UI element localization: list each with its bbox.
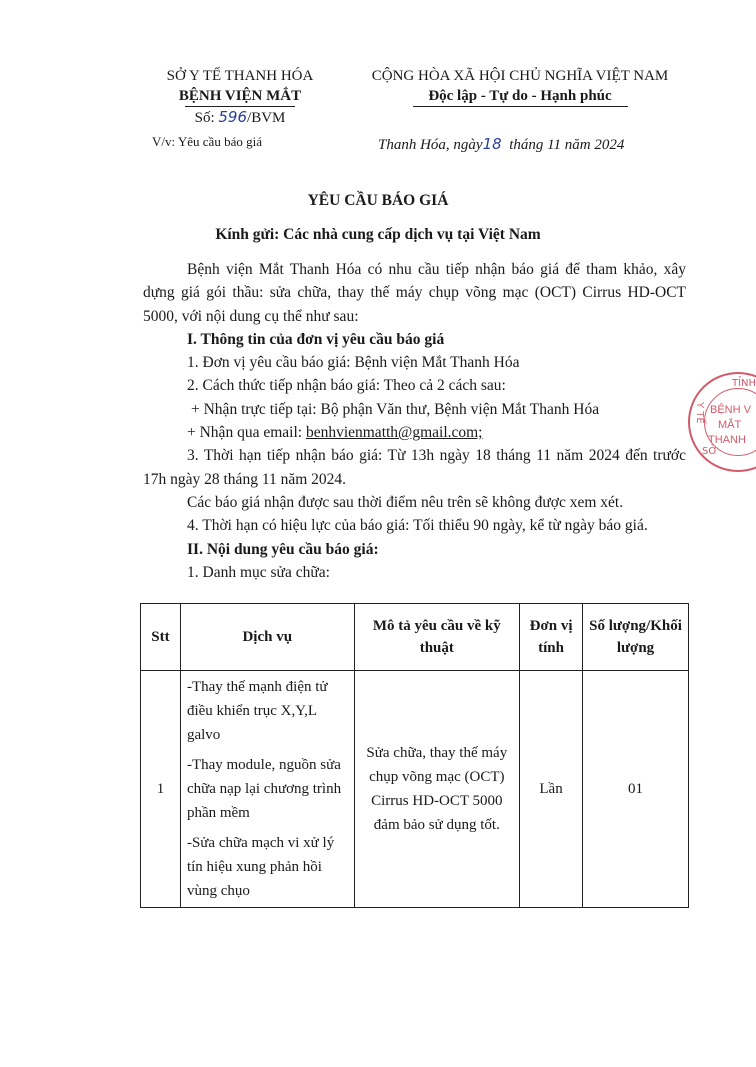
section-1-item-2: 2. Cách thức tiếp nhận báo giá: Theo cả 2 cách sau: [187,377,506,395]
quantity: 01 [583,671,689,908]
handwritten-number: 596 [218,108,248,126]
seal-text-bottom: SỞ [702,446,718,457]
column-header: Stt [141,604,181,671]
recipient-line: Kính gửi: Các nhà cung cấp dịch vụ tại Việt Nam [215,226,541,243]
service-table [140,603,689,908]
section-1-item-4: 4. Thời hạn có hiệu lực của báo giá: Tối thiểu 90 ngày, kể từ ngày báo giá. [187,517,648,535]
column-header: Đơn vị tính [520,604,583,671]
service-item: -Thay module, nguồn sửa chữa nạp lại chương trình phần mềm [186,757,342,821]
technical-description: Sửa chữa, thay thế máy chụp võng mạc (OCT) Cirrus HD-OCT 5000 đảm bảo sử dụng tốt. [354,671,520,908]
section-1-item-2b: + Nhận qua email: benhvienmatth@gmail.com; [187,424,483,442]
intro-paragraph: Bệnh viện Mắt Thanh Hóa có nhu cầu tiếp nhận báo giá để tham khảo, xây dựng giá gói thầu: sửa chữa, thay thế máy chụp võng mạc (OCT) Cirrus HD-OCT 5000, với nội dung cụ thể như sau: [143,261,686,325]
service-item: -Sửa chữa mạch vi xử lý tín hiệu xung phản hồi vùng chụo [186,835,335,899]
seal-text-side: Y TẾ [694,402,705,424]
column-header: Dịch vụ [180,604,354,671]
hospital-name: BỆNH VIỆN MẮT [178,88,302,104]
subject-line: V/v: Yêu cầu báo giá [152,134,262,149]
department-name: SỞ Y TẾ THANH HÓA [166,68,314,84]
section-1-item-1: 1. Đơn vị yêu cầu báo giá: Bệnh viện Mắt Thanh Hóa [187,354,520,372]
service-item: -Thay thế mạnh điện tử điều khiển trục X,Y,L galvo [186,679,328,743]
section-2-heading: II. Nội dung yêu cầu báo giá: [187,540,379,558]
document-number: Số: 596/BVM [194,108,286,126]
motto: Độc lập - Tự do - Hạnh phúc [428,88,612,104]
row-number: 1 [141,671,181,908]
seal-text-line1: BỆNH V [710,404,751,416]
header-left [140,66,340,152]
document-title: YÊU CẦU BÁO GIÁ [307,192,449,209]
country-name: CỘNG HÒA XÃ HỘI CHỦ NGHĨA VIỆT NAM [371,68,669,84]
seal-text-top: TỈNH [732,378,756,389]
header-right [360,66,680,107]
document-body [143,258,686,584]
official-seal [688,372,756,472]
date-line: Thanh Hóa, ngày18 tháng 11 năm 2024 [378,135,625,153]
column-header: Mô tả yêu cầu về kỹ thuật [354,604,520,671]
handwritten-day: 18 [482,135,502,153]
column-header: Số lượng/Khối lượng [583,604,689,671]
service-list [180,671,354,908]
section-1-item-3: 3. Thời hạn tiếp nhận báo giá: Từ 13h ngày 18 tháng 11 năm 2024 đến trước 17h ngày 28 tháng 11 năm 2024. [143,447,686,488]
email-link[interactable]: benhvienmatth@gmail.com; [305,424,483,442]
table-header-row [141,604,689,671]
section-1-heading: I. Thông tin của đơn vị yêu cầu báo giá [187,330,445,348]
section-2-sub-1: 1. Danh mục sửa chữa: [187,563,330,581]
section-1-note: Các báo giá nhận được sau thời điểm nêu trên sẽ không được xem xét. [187,493,624,511]
seal-text-line3: THANH [708,434,746,446]
section-1-item-2a: + Nhận trực tiếp tại: Bộ phận Văn thư, Bệnh viện Mắt Thanh Hóa [191,400,600,418]
table-row [141,671,689,908]
unit: Lần [520,671,583,908]
divider [413,106,628,107]
seal-text-line2: MẮT [718,419,742,431]
